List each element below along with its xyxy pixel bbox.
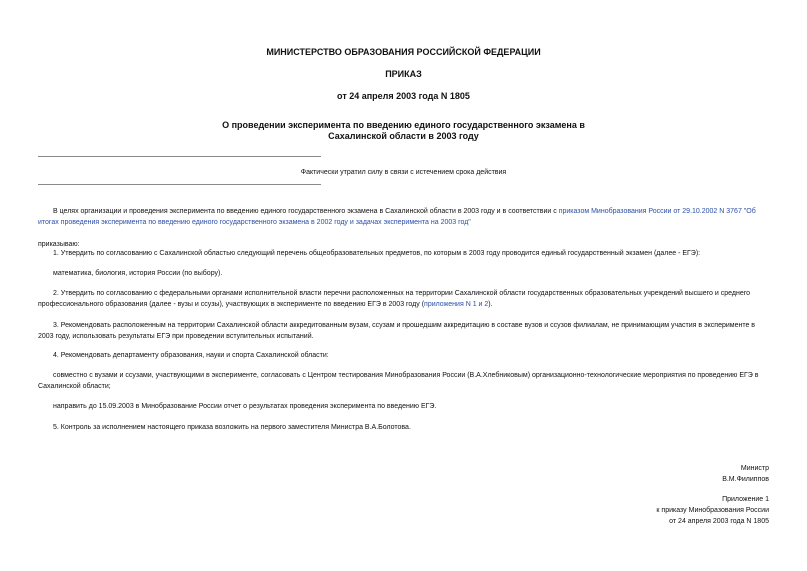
- item-2: [38, 288, 770, 310]
- divider-top: [38, 156, 321, 157]
- intro-text: В целях организации и проведения эксперимента по введению единого государственного экзамена в Сахалинской области в 2003 году и в соответствии с: [53, 208, 559, 215]
- orders-label: приказываю:: [38, 241, 80, 248]
- appendix-label: Приложение 1: [722, 496, 769, 503]
- order-title: [0, 120, 807, 142]
- appendix-header: [656, 494, 769, 527]
- divider-bottom: [38, 184, 321, 185]
- item-4: 4. Рекомендовать департаменту образования, науки и спорта Сахалинской области:: [53, 352, 329, 359]
- status-note: Фактически утратил силу в связи с истечением срока действия: [300, 169, 507, 176]
- item-1-subjects: математика, биология, история России (по выбору).: [53, 270, 223, 277]
- appendix-date-number: от 24 апреля 2003 года N 1805: [669, 518, 769, 525]
- item-4-a: совместно с вузами и ссузами, участвующими в эксперименте, согласовать с Центром тестирования Минобразования России (В.А.Хлебниковым) организационно-технологические мероприятия по проведению ЕГЭ в Сахалинской области;: [38, 372, 759, 390]
- order-3767-link[interactable]: приказом Минобразования России от 29.10.2002 N 3767 "Об итогах проведения эксперимента по введению единого государственного экзамена в 2002 году и задачах эксперимента на 2003 год": [38, 208, 756, 226]
- order-title-line-1: О проведении эксперимента по введению единого государственного экзамена в: [222, 120, 585, 130]
- order-title-line-2: Сахалинской области в 2003 году: [328, 131, 479, 141]
- order-date-number: от 24 апреля 2003 года N 1805: [337, 91, 470, 101]
- signer-position: Министр: [740, 465, 769, 472]
- appendix-to-order: к приказу Минобразования России: [656, 507, 769, 514]
- signature-block: [722, 463, 769, 485]
- item-2-text: 2. Утвердить по согласованию с федеральными органами исполнительной власти перечни расположенных на территории Сахалинской области государственных образовательных учреждений высшего и среднего профессионального образования (далее - вузы и ссузы), участвующих в эксперименте по введению ЕГЭ в 2003 году (: [38, 290, 750, 308]
- document-type: ПРИКАЗ: [385, 69, 422, 79]
- item-3: 3. Рекомендовать расположенным на территории Сахалинской области аккредитованным вузам, ссузам и прошедшим аккредитацию в составе вузов и ссузов филиалам, не принимающим участия в эксперименте в 2003 году, использовать результаты ЕГЭ при проведении вступительных испытаний.: [38, 322, 756, 340]
- ministry-heading: МИНИСТЕРСТВО ОБРАЗОВАНИЯ РОССИЙСКОЙ ФЕДЕРАЦИИ: [266, 47, 541, 57]
- appendix-1-2-link[interactable]: приложения N 1 и 2: [424, 301, 489, 308]
- intro-paragraph: [38, 206, 770, 228]
- signer-name: В.М.Филиппов: [722, 476, 769, 483]
- item-2-tail: ).: [488, 301, 493, 308]
- item-1: 1. Утвердить по согласованию с Сахалинской областью следующий перечень общеобразовательных предметов, по которым в 2003 году проводится единый государственный экзамен (далее - ЕГЭ):: [53, 250, 701, 257]
- item-5: 5. Контроль за исполнением настоящего приказа возложить на первого заместителя Министра В.А.Болотова.: [53, 424, 411, 431]
- item-4-b: направить до 15.09.2003 в Минобразование России отчет о результатах проведения эксперимента по введению ЕГЭ.: [53, 403, 437, 410]
